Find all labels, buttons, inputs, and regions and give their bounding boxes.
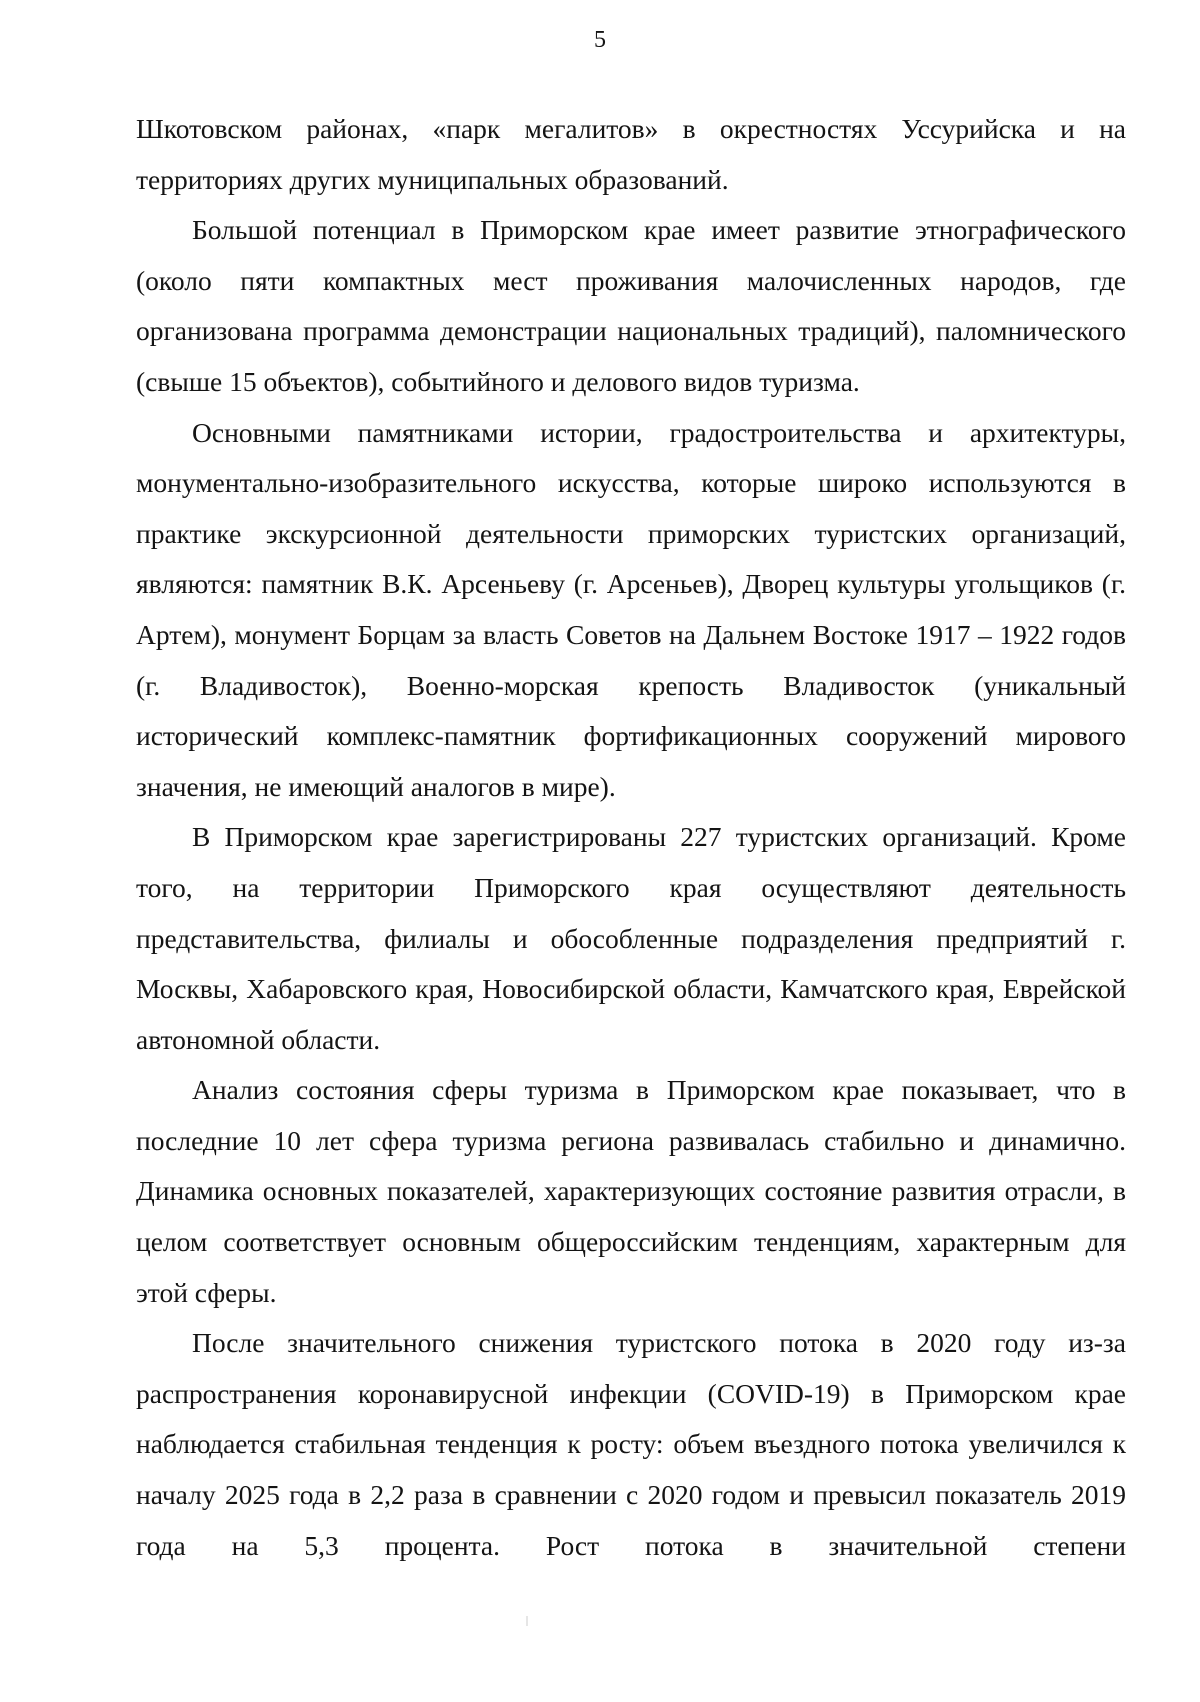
paragraph-analysis: Анализ состояния сферы туризма в Приморском крае показывает, что в последние 10 лет сфера туризма региона развивалась стабильно и динамично. Динамика основных показателей, характеризующих состояние развития отрасли, в целом соответствует основным общероссийским тенденциям, характерным для этой сферы. [136,1074,1126,1308]
scan-artifact-mark [526,1616,528,1626]
document-body [136,104,1126,1571]
paragraph-organizations: В Приморском крае зарегистрированы 227 туристских организаций. Кроме того, на территории Приморского края осуществляют деятельность представительства, филиалы и обособленные подразделения предприятий г. Москвы, Хабаровского края, Новосибирской области, Камчатского края, Еврейской автономной области. [136,821,1126,1055]
paragraph-continuation: Шкотовском районах, «парк мегалитов» в окрестностях Уссурийска и на территориях других муниципальных образований. [136,113,1126,195]
paragraph-covid-recovery: После значительного снижения туристского потока в 2020 году из-за распространения коронавирусной инфекции (COVID-19) в Приморском крае наблюдается стабильная тенденция к росту: объем въездного потока увеличился к началу 2025 года в 2,2 раза в сравнении с 2020 годом и превысил показатель 2019 года на 5,3 процента. Рост потока в значительной степени [136,1327,1126,1561]
paragraph-ethnographic: Большой потенциал в Приморском крае имеет развитие этнографического (около пяти компактных мест проживания малочисленных народов, где организована программа демонстрации национальных традиций), паломнического (свыше 15 объектов), событийного и делового видов туризма. [136,214,1126,397]
page-number: 5 [594,27,606,53]
paragraph-monuments: Основными памятниками истории, градостроительства и архитектуры, монументально-изобразительного искусства, которые широко используются в практике экскурсионной деятельности приморских туристских организаций, являются: памятник В.К. Арсеньеву (г. Арсеньев), Дворец культуры угольщиков (г. Артем), монумент Борцам за власть Советов на Дальнем Востоке 1917 – 1922 годов (г. Владивосток), Военно-морская крепость Владивосток (уникальный исторический комплекс-памятник фортификационных сооружений мирового значения, не имеющий аналогов в мире). [136,416,1126,802]
